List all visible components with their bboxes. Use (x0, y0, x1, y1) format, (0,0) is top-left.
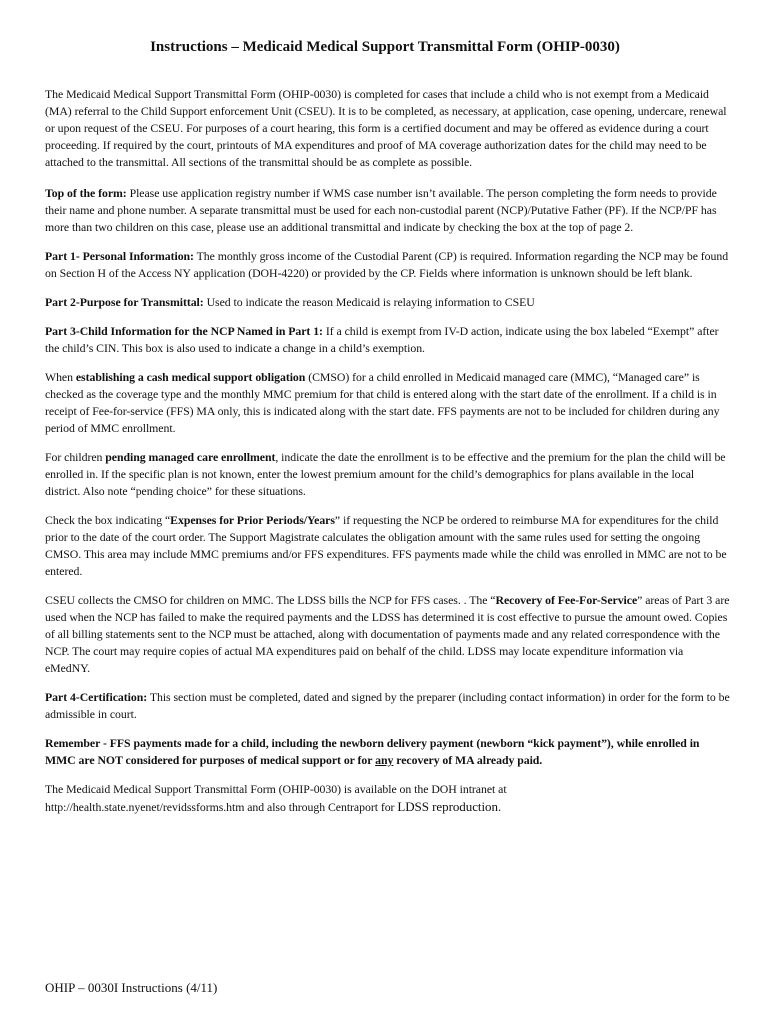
availability-line-end: LDSS reproduction. (397, 799, 502, 814)
top-of-form-heading: Top of the form: (45, 186, 127, 200)
document-body (45, 86, 731, 828)
prior-paragraph (45, 512, 731, 580)
part3-heading: Part 3-Child Information for the NCP Named in Part 1: (45, 324, 323, 338)
page-footer: OHIP – 0030I Instructions (4/11) (45, 980, 218, 995)
cseu-paragraph (45, 592, 731, 677)
part3-paragraph (45, 323, 731, 357)
top-of-form-paragraph (45, 185, 731, 236)
cseu-text: ” areas of Part 3 are used when the NCP has failed to make the required payments and the LDSS has determined it is cost effective to pursue the amount owed. Copies of all billing statements sent to the NCP must be attached, along with documentation of payments made and any related correspondence with the NCP. The court may require copies of actual MA expenditures paid on behalf of the child. LDSS may locate expenditure information via eMedNY. (45, 593, 730, 675)
part4-paragraph (45, 689, 731, 723)
pending-lead: For children (45, 450, 106, 464)
prior-bold: Expenses for Prior Periods/Years (170, 513, 335, 527)
part1-text: The monthly gross income of the Custodial Parent (CP) is required. Information regarding the NCP may be found on Section H of the Access NY application (DOH-4220) or provided by the CP. Fields where information is unknown should be left blank. (45, 249, 729, 280)
prior-lead: Check the box indicating “ (45, 513, 171, 527)
cmso-bold: establishing a cash medical support obligation (75, 370, 306, 384)
pending-bold: pending managed care enrollment (105, 450, 276, 464)
top-of-form-text: Please use application registry number if WMS case number isn’t available. The person completing the form needs to provide their name and phone number. A separate transmittal must be used for each non-custodial parent (NCP)/Putative Father (PF). If the NCP/PF has more than two children on this case, please use an additional transmittal and indicate by checking the box at the top of page 2. (45, 186, 717, 234)
cmso-paragraph (45, 369, 731, 437)
cmso-lead: When (45, 370, 76, 384)
part1-paragraph (45, 248, 731, 282)
part4-text: This section must be completed, dated and signed by the preparer (including contact information) in order for the form to be admissible in court. (45, 690, 730, 721)
part1-heading: Part 1- Personal Information: (45, 249, 194, 263)
availability-url-line: http://health.state.nyenet/revidssforms.htm and also through Centraport for (45, 800, 398, 814)
pending-paragraph (45, 449, 731, 500)
pending-text: , indicate the date the enrollment is to be effective and the premium for the plan the child will be enrolled in. If the specific plan is not known, enter the lowest premium amount for the child’s demographics for plans available in the local district. Also note “pending choice” for these situations. (45, 450, 726, 498)
part3-text: If a child is exempt from IV-D action, indicate using the box labeled “Exempt” after the child’s CIN. This box is also used to indicate a change in a child’s exemption. (45, 324, 719, 355)
part4-heading: Part 4-Certification: (45, 690, 148, 704)
remember-paragraph (45, 735, 731, 769)
remember-bold (45, 736, 699, 767)
remember-underlined: any (375, 753, 394, 767)
prior-text: ” if requesting the NCP be ordered to reimburse MA for expenditures for the child prior to the date of the court order. The Support Magistrate calculates the obligation amount with the same rules used for setting the ongoing CMSO. This area may include MMC premiums and/or FFS expenditures. FFS payments made while the child was enrolled in MMC are not to be entered. (45, 513, 727, 578)
part2-text: Used to indicate the reason Medicaid is relaying information to CSEU (203, 295, 535, 309)
availability-line1: The Medicaid Medical Support Transmittal Form (OHIP-0030) is available on the DOH intranet at (45, 782, 507, 796)
remember-after: recovery of MA already paid. (393, 753, 543, 767)
availability-paragraph (45, 781, 731, 816)
part2-paragraph (45, 294, 731, 311)
document-title: Instructions – Medicaid Medical Support Transmittal Form (OHIP-0030) (150, 39, 620, 55)
remember-before: Remember - FFS payments made for a child, including the newborn delivery payment (newborn “kick payment”), while enrolled in MMC are NOT considered for purposes of medical support or for (45, 736, 700, 767)
intro-paragraph: The Medicaid Medical Support Transmittal Form (OHIP-0030) is completed for cases that include a child who is not exempt from a Medicaid (MA) referral to the Child Support enforcement Unit (CSEU). It is to be completed, as necessary, at application, case opening, undercare, renewal or upon request of the CSEU. For purposes of a court hearing, this form is a certified document and may be offered as evidence during a court proceeding. If required by the court, printouts of MA expenditures and proof of MA coverage authorization dates for the child may need to be attached to the transmittal. All sections of the transmittal should be as complete as possible. (45, 87, 727, 169)
cseu-lead: CSEU collects the CMSO for children on MMC. The LDSS bills the NCP for FFS cases. . The “ (45, 593, 496, 607)
cseu-bold: Recovery of Fee-For-Service (495, 593, 638, 607)
part2-heading: Part 2-Purpose for Transmittal: (45, 295, 204, 309)
cmso-text: (CMSO) for a child enrolled in Medicaid managed care (MMC), “Managed care” is checked as the coverage type and the monthly MMC premium for that child is entered along with the start date of the enrollment. If a child is in receipt of Fee-for-service (FFS) MA only, this is indicated along with the start date. FFS payments are not to be included for children during any period of MMC enrollment. (45, 370, 720, 435)
